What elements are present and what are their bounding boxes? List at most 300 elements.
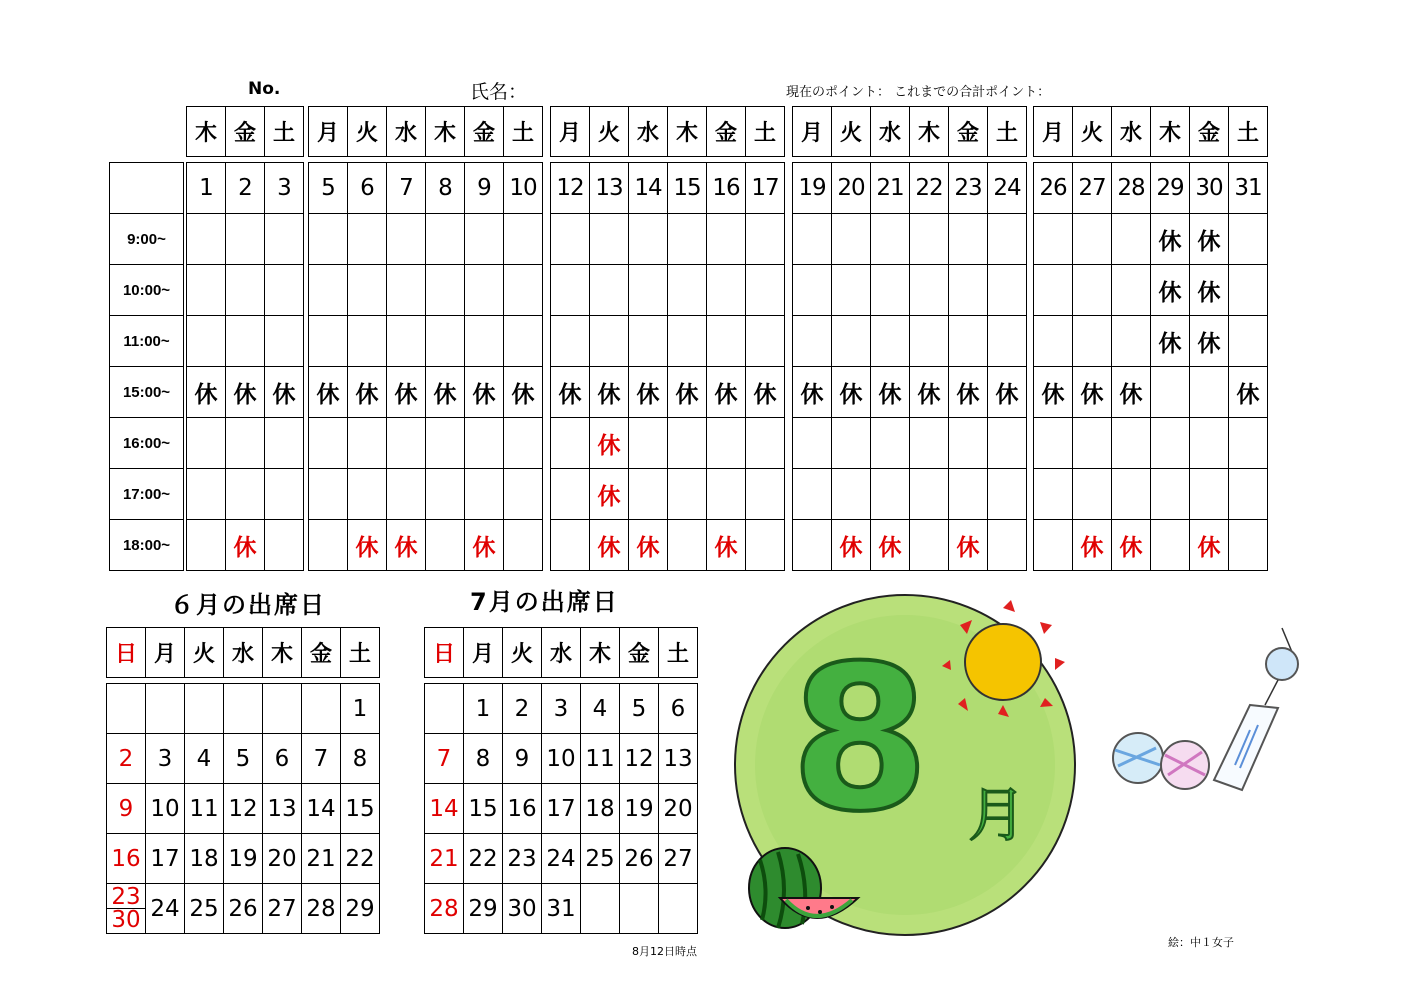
closed-mark: 休 (949, 367, 988, 418)
schedule-cell (590, 316, 629, 367)
calendar-day: 8 (341, 734, 380, 784)
schedule-cell (309, 418, 348, 469)
schedule-cell (910, 265, 949, 316)
schedule-cell (1073, 316, 1112, 367)
schedule-cell (187, 214, 226, 265)
date-cell: 8 (426, 163, 465, 214)
schedule-cell (387, 469, 426, 520)
weekday-cell: 月 (309, 107, 348, 157)
closed-mark: 休 (387, 367, 426, 418)
closed-mark: 休 (1073, 367, 1112, 418)
schedule-cell (871, 316, 910, 367)
weekday-cell: 金 (302, 628, 341, 678)
weekday-cell: 月 (793, 107, 832, 157)
schedule-cell (746, 265, 785, 316)
calendar-day: 7 (302, 734, 341, 784)
schedule-cell (910, 316, 949, 367)
date-cell: 3 (265, 163, 304, 214)
name-label: 氏名： (470, 81, 528, 103)
schedule-cell (949, 316, 988, 367)
schedule-cell (226, 469, 265, 520)
calendar-day: 24 (542, 834, 581, 884)
calendar-day (107, 684, 146, 734)
schedule-cell (793, 469, 832, 520)
calendar-day: 9 (503, 734, 542, 784)
june-title: ６月の出席日 (170, 591, 326, 619)
schedule-cell (871, 469, 910, 520)
schedule-cell (746, 316, 785, 367)
calendar-day: 23 (503, 834, 542, 884)
schedule-cell (707, 418, 746, 469)
closed-mark: 休 (1073, 520, 1112, 571)
date-cell: 14 (629, 163, 668, 214)
weekday-cell: 木 (187, 107, 226, 157)
closed-mark: 休 (1151, 265, 1190, 316)
weekday-cell: 日 (107, 628, 146, 678)
calendar-day: 28 (302, 884, 341, 934)
calendar-day: 12 (620, 734, 659, 784)
june-date-grid (106, 683, 380, 934)
weekday-cell: 月 (146, 628, 185, 678)
closed-mark: 休 (871, 520, 910, 571)
weekday-cell: 木 (581, 628, 620, 678)
closed-mark: 休 (426, 367, 465, 418)
month-character: 月 (968, 781, 1027, 849)
schedule-cell (871, 214, 910, 265)
calendar-day: 11 (185, 784, 224, 834)
schedule-cell (629, 214, 668, 265)
schedule-cell (832, 214, 871, 265)
schedule-cell (465, 265, 504, 316)
calendar-day: 27 (263, 884, 302, 934)
calendar-day: 20 (659, 784, 698, 834)
schedule-cell (226, 418, 265, 469)
calendar-day: 13 (659, 734, 698, 784)
schedule-cell (387, 418, 426, 469)
calendar-day: 4 (185, 734, 224, 784)
schedule-cell (265, 265, 304, 316)
schedule-cell (551, 316, 590, 367)
weekday-cell: 土 (504, 107, 543, 157)
schedule-cell (629, 469, 668, 520)
schedule-cell (226, 316, 265, 367)
schedule-cell (551, 214, 590, 265)
calendar-day: 31 (542, 884, 581, 934)
schedule-cell (1034, 520, 1073, 571)
calendar-day: 20 (263, 834, 302, 884)
calendar-day: 2 (107, 734, 146, 784)
schedule-cell (465, 316, 504, 367)
date-cell: 23 (949, 163, 988, 214)
calendar-day (425, 684, 464, 734)
closed-mark: 休 (187, 367, 226, 418)
schedule-cell (387, 316, 426, 367)
schedule-cell (793, 316, 832, 367)
weekday-cell: 金 (1190, 107, 1229, 157)
current-points-label (786, 81, 1050, 100)
schedule-cell (949, 469, 988, 520)
closed-mark: 休 (348, 367, 387, 418)
schedule-cell (551, 265, 590, 316)
date-cell: 31 (1229, 163, 1268, 214)
schedule-cell (668, 520, 707, 571)
calendar-day: 1 (341, 684, 380, 734)
calendar-day: 28 (425, 884, 464, 934)
closed-mark: 休 (1034, 367, 1073, 418)
schedule-cell (426, 316, 465, 367)
schedule-cell (910, 520, 949, 571)
schedule-cell (1229, 469, 1268, 520)
schedule-cell (707, 469, 746, 520)
weekday-cell: 土 (265, 107, 304, 157)
schedule-cell (707, 316, 746, 367)
calendar-day (302, 684, 341, 734)
schedule-cell (746, 418, 785, 469)
schedule-cell (707, 214, 746, 265)
schedule-cell (871, 265, 910, 316)
number-label: No. (248, 79, 281, 99)
schedule-cell (707, 265, 746, 316)
weekday-header-week-1 (186, 106, 304, 157)
closed-mark: 休 (1190, 265, 1229, 316)
date-cell: 30 (1190, 163, 1229, 214)
schedule-cell (1229, 520, 1268, 571)
calendar-day: 23 30 (107, 884, 146, 934)
calendar-day: 16 (503, 784, 542, 834)
schedule-cell (551, 469, 590, 520)
schedule-cell (426, 418, 465, 469)
schedule-cell (668, 469, 707, 520)
calendar-day (185, 684, 224, 734)
schedule-cell (1112, 469, 1151, 520)
weekday-cell: 水 (871, 107, 910, 157)
schedule-cell (629, 316, 668, 367)
weekday-cell: 土 (1229, 107, 1268, 157)
date-cell: 10 (504, 163, 543, 214)
date-cell: 17 (746, 163, 785, 214)
schedule-cell (1229, 214, 1268, 265)
calendar-day: 21 (425, 834, 464, 884)
month-number: 8 (790, 623, 930, 856)
july-title: 7月の出席日 (470, 588, 619, 616)
june-weekday-header (106, 627, 380, 678)
closed-mark: 休 (387, 520, 426, 571)
schedule-cell (551, 520, 590, 571)
calendar-day: 5 (620, 684, 659, 734)
schedule-cell (226, 214, 265, 265)
schedule-cell (629, 265, 668, 316)
date-cell: 13 (590, 163, 629, 214)
weekday-cell: 火 (185, 628, 224, 678)
closed-mark: 休 (309, 367, 348, 418)
schedule-cell (1073, 469, 1112, 520)
schedule-cell (309, 316, 348, 367)
weekday-cell: 火 (832, 107, 871, 157)
schedule-cell (1151, 520, 1190, 571)
time-slot-label: 15:00~ (110, 367, 184, 418)
closed-mark: 休 (1112, 520, 1151, 571)
date-cell: 19 (793, 163, 832, 214)
schedule-cell (668, 316, 707, 367)
schedule-cell (187, 520, 226, 571)
schedule-cell (265, 520, 304, 571)
weekday-cell: 月 (1034, 107, 1073, 157)
schedule-cell (832, 418, 871, 469)
calendar-day: 14 (302, 784, 341, 834)
calendar-day: 3 (542, 684, 581, 734)
corner-cell (110, 163, 184, 214)
time-slot-label: 9:00~ (110, 214, 184, 265)
schedule-cell (1034, 214, 1073, 265)
weekday-cell: 火 (1073, 107, 1112, 157)
weekday-header-week-2 (308, 106, 543, 157)
closed-mark: 休 (707, 367, 746, 418)
schedule-cell (1229, 418, 1268, 469)
calendar-day: 10 (146, 784, 185, 834)
calendar-day: 12 (224, 784, 263, 834)
calendar-day: 5 (224, 734, 263, 784)
closed-mark: 休 (1190, 520, 1229, 571)
current-points-text: 現在のポイント： (786, 85, 891, 100)
closed-mark: 休 (629, 520, 668, 571)
schedule-cell (426, 265, 465, 316)
closed-mark: 休 (1151, 214, 1190, 265)
schedule-cell (265, 418, 304, 469)
schedule-cell (309, 265, 348, 316)
weekday-cell: 月 (464, 628, 503, 678)
schedule-cell (988, 316, 1027, 367)
schedule-cell (1190, 367, 1229, 418)
closed-mark: 休 (348, 520, 387, 571)
calendar-day: 2 (503, 684, 542, 734)
closed-mark: 休 (668, 367, 707, 418)
date-cell: 12 (551, 163, 590, 214)
calendar-day: 24 (146, 884, 185, 934)
weekday-cell: 木 (1151, 107, 1190, 157)
schedule-cell (309, 520, 348, 571)
schedule-cell (226, 265, 265, 316)
calendar-day: 25 (581, 834, 620, 884)
schedule-cell (265, 469, 304, 520)
date-cell: 28 (1112, 163, 1151, 214)
weekday-cell: 土 (988, 107, 1027, 157)
weekday-header-week-3 (550, 106, 785, 157)
july-date-grid (424, 683, 698, 934)
date-cell: 6 (348, 163, 387, 214)
schedule-cell (465, 469, 504, 520)
schedule-cell (504, 469, 543, 520)
closed-mark: 休 (504, 367, 543, 418)
calendar-day (146, 684, 185, 734)
closed-mark: 休 (1190, 214, 1229, 265)
schedule-cell (504, 265, 543, 316)
schedule-cell (910, 214, 949, 265)
schedule-cell (1190, 469, 1229, 520)
schedule-cell (988, 469, 1027, 520)
schedule-cell (309, 214, 348, 265)
calendar-day: 26 (620, 834, 659, 884)
date-cell: 5 (309, 163, 348, 214)
schedule-cell (426, 214, 465, 265)
calendar-day: 26 (224, 884, 263, 934)
schedule-cell (832, 469, 871, 520)
schedule-cell (348, 316, 387, 367)
closed-mark: 休 (707, 520, 746, 571)
calendar-day: 8 (464, 734, 503, 784)
schedule-cell (793, 418, 832, 469)
calendar-day: 13 (263, 784, 302, 834)
weekday-cell: 木 (910, 107, 949, 157)
calendar-day: 10 (542, 734, 581, 784)
closed-mark: 休 (465, 520, 504, 571)
schedule-cell (187, 418, 226, 469)
weekday-header-week-5 (1033, 106, 1268, 157)
calendar-day (581, 884, 620, 934)
calendar-day: 25 (185, 884, 224, 934)
schedule-cell (1034, 265, 1073, 316)
closed-mark: 休 (226, 367, 265, 418)
schedule-cell (465, 418, 504, 469)
schedule-cell (551, 418, 590, 469)
schedule-week-2 (308, 162, 543, 571)
schedule-cell (1151, 418, 1190, 469)
schedule-cell (187, 265, 226, 316)
closed-mark: 休 (226, 520, 265, 571)
schedule-cell (1112, 214, 1151, 265)
schedule-cell (504, 316, 543, 367)
schedule-cell (265, 316, 304, 367)
time-label-column (109, 162, 184, 571)
closed-mark: 休 (590, 418, 629, 469)
closed-mark: 休 (465, 367, 504, 418)
schedule-cell (832, 265, 871, 316)
weekday-cell: 金 (707, 107, 746, 157)
schedule-cell (910, 418, 949, 469)
schedule-cell (590, 214, 629, 265)
schedule-cell (1034, 316, 1073, 367)
closed-mark: 休 (590, 520, 629, 571)
schedule-week-4 (792, 162, 1027, 571)
schedule-cell (1073, 265, 1112, 316)
weekday-cell: 木 (263, 628, 302, 678)
calendar-day: 11 (581, 734, 620, 784)
date-cell: 15 (668, 163, 707, 214)
weekday-cell: 水 (387, 107, 426, 157)
closed-mark: 休 (988, 367, 1027, 418)
schedule-cell (504, 418, 543, 469)
schedule-cell (949, 214, 988, 265)
weekday-cell: 月 (551, 107, 590, 157)
schedule-cell (668, 265, 707, 316)
schedule-cell (1073, 214, 1112, 265)
schedule-cell (1229, 316, 1268, 367)
july-weekday-header (424, 627, 698, 678)
closed-mark: 休 (629, 367, 668, 418)
total-points-text: これまでの合計ポイント： (894, 85, 1051, 100)
schedule-cell (426, 520, 465, 571)
weekday-cell: 水 (1112, 107, 1151, 157)
weekday-cell: 木 (426, 107, 465, 157)
calendar-day: 22 (341, 834, 380, 884)
schedule-cell (988, 520, 1027, 571)
time-slot-label: 18:00~ (110, 520, 184, 571)
time-slot-label: 17:00~ (110, 469, 184, 520)
weekday-cell: 金 (949, 107, 988, 157)
weekday-cell: 土 (659, 628, 698, 678)
calendar-day: 17 (146, 834, 185, 884)
calendar-day: 6 (659, 684, 698, 734)
closed-mark: 休 (265, 367, 304, 418)
illustration-credit: 絵：中１女子 (1168, 936, 1234, 949)
schedule-cell (793, 265, 832, 316)
weekday-header-week-4 (792, 106, 1027, 157)
schedule-cell (668, 418, 707, 469)
schedule-cell (832, 316, 871, 367)
schedule-cell (793, 520, 832, 571)
schedule-cell (949, 265, 988, 316)
calendar-day: 3 (146, 734, 185, 784)
schedule-cell (1151, 469, 1190, 520)
schedule-cell (187, 469, 226, 520)
date-cell: 26 (1034, 163, 1073, 214)
closed-mark: 休 (1190, 316, 1229, 367)
date-cell: 22 (910, 163, 949, 214)
closed-mark: 休 (949, 520, 988, 571)
calendar-day: 14 (425, 784, 464, 834)
schedule-cell (590, 265, 629, 316)
schedule-cell (988, 214, 1027, 265)
schedule-cell (309, 469, 348, 520)
schedule-cell (988, 265, 1027, 316)
calendar-day: 16 (107, 834, 146, 884)
time-slot-label: 16:00~ (110, 418, 184, 469)
schedule-cell (387, 214, 426, 265)
closed-mark: 休 (1151, 316, 1190, 367)
schedule-cell (910, 469, 949, 520)
calendar-day: 7 (425, 734, 464, 784)
closed-mark: 休 (590, 469, 629, 520)
closed-mark: 休 (910, 367, 949, 418)
schedule-cell (348, 418, 387, 469)
schedule-cell (746, 469, 785, 520)
calendar-day (620, 884, 659, 934)
schedule-cell (1034, 418, 1073, 469)
calendar-day: 27 (659, 834, 698, 884)
schedule-cell (504, 520, 543, 571)
date-cell: 27 (1073, 163, 1112, 214)
schedule-cell (348, 265, 387, 316)
closed-mark: 休 (1112, 367, 1151, 418)
schedule-cell (668, 214, 707, 265)
calendar-day: 17 (542, 784, 581, 834)
closed-mark: 休 (746, 367, 785, 418)
schedule-cell (793, 214, 832, 265)
schedule-week-3 (550, 162, 785, 571)
closed-mark: 休 (832, 367, 871, 418)
calendar-day: 6 (263, 734, 302, 784)
weekday-cell: 火 (590, 107, 629, 157)
schedule-cell (504, 214, 543, 265)
closed-mark: 休 (590, 367, 629, 418)
date-cell: 7 (387, 163, 426, 214)
schedule-cell (949, 418, 988, 469)
weekday-cell: 火 (348, 107, 387, 157)
weekday-cell: 木 (668, 107, 707, 157)
time-slot-label: 11:00~ (110, 316, 184, 367)
closed-mark: 休 (793, 367, 832, 418)
calendar-day: 15 (464, 784, 503, 834)
schedule-cell (746, 214, 785, 265)
